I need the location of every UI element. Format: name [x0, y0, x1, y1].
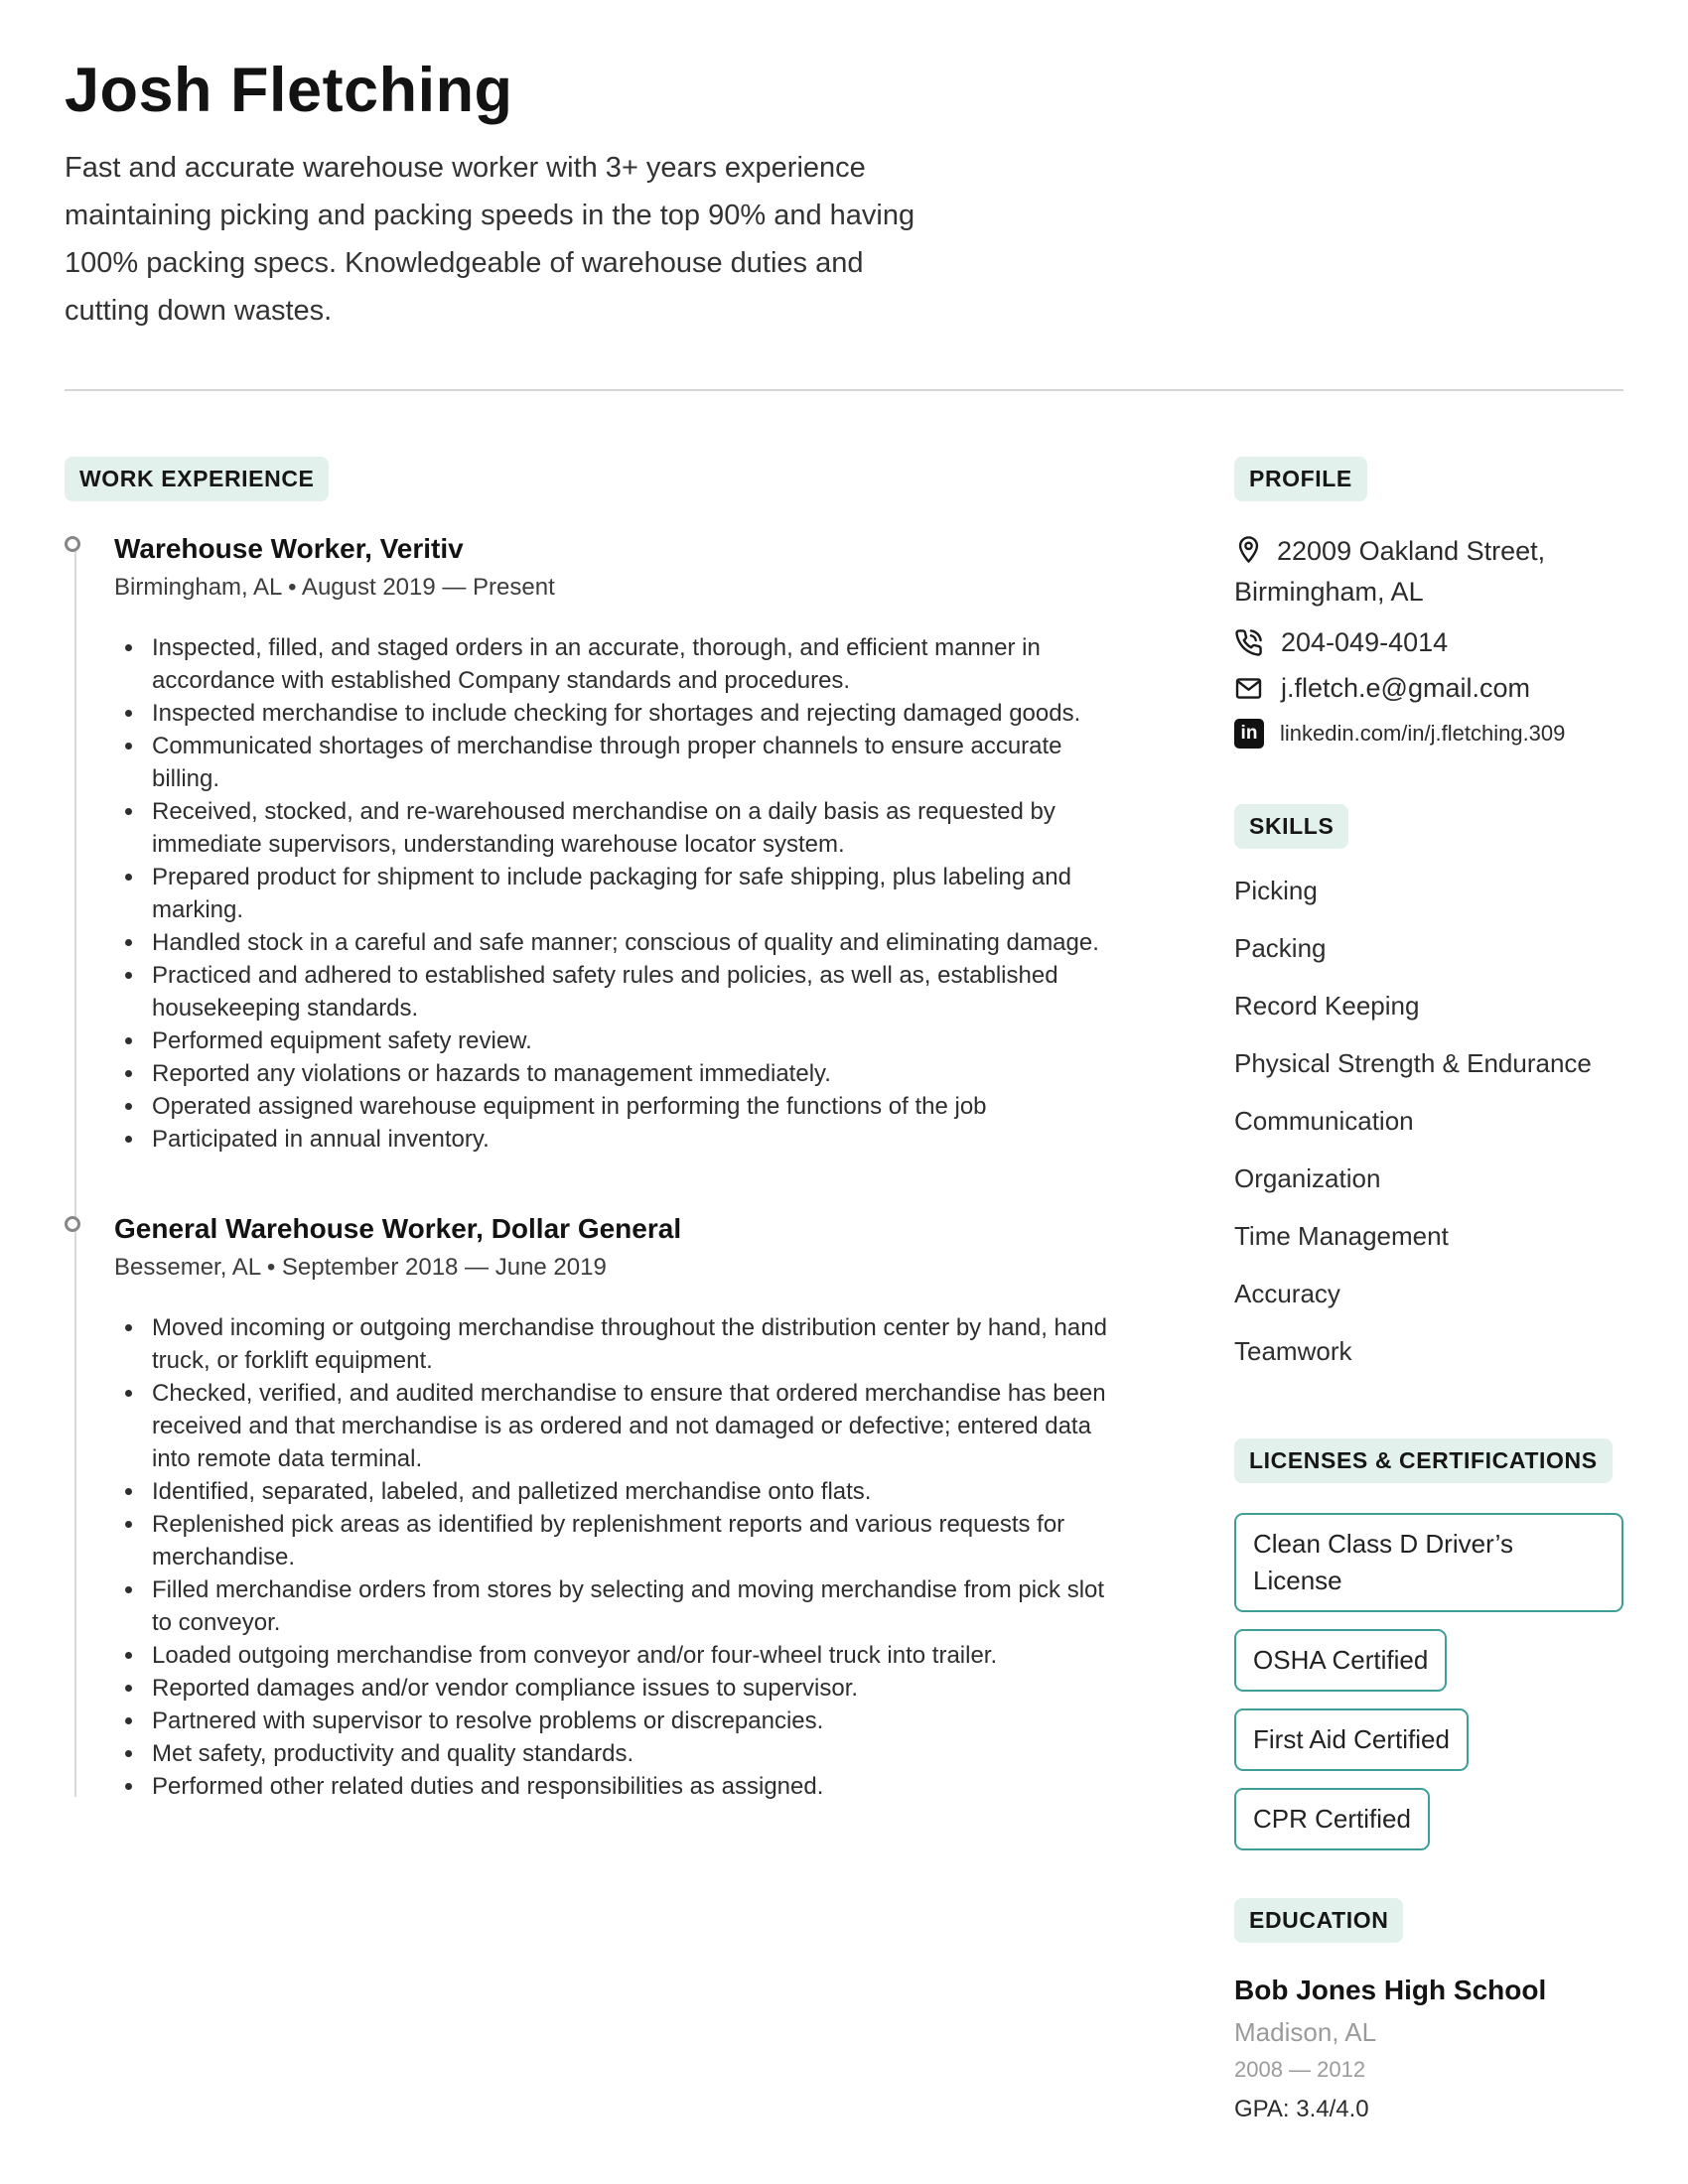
linkedin-icon: in [1234, 719, 1264, 749]
certification-chip: CPR Certified [1234, 1788, 1430, 1850]
job-bullet: • Reported any violations or hazards to management immediately. [146, 1057, 1117, 1090]
skill-item: Packing [1234, 932, 1327, 963]
phone-call-icon [1234, 628, 1263, 657]
skill-item: Physical Strength & Endurance [1234, 1047, 1592, 1078]
section-badge-skills: SKILLS [1234, 804, 1348, 849]
skill-item: Record Keeping [1234, 990, 1420, 1021]
job-bullet: • Practiced and adhered to established safety rules and policies, as well as, established housekeeping standards. [146, 959, 1117, 1024]
school-dates: 2008 — 2012 [1234, 2056, 1366, 2082]
skill-item: Teamwork [1234, 1335, 1352, 1366]
certification-chip: First Aid Certified [1234, 1708, 1469, 1771]
job-bullet: • Checked, verified, and audited merchandise to ensure that ordered merchandise has been received and that merchandise is as ordered and not damaged or defective; entered data into remote data terminal. [146, 1377, 1117, 1475]
contact-info [1234, 531, 1623, 749]
job-bullet: • Inspected, filled, and staged orders in an accurate, thorough, and efficient manner in accordance with established Company standards and procedures. [146, 631, 1117, 697]
job-bullet: • Met safety, productivity and quality standards. [146, 1737, 1117, 1770]
school-location: Madison, AL [1234, 2016, 1377, 2047]
skill-item: Organization [1234, 1162, 1381, 1193]
job-bullet: • Handled stock in a careful and safe manner; conscious of quality and eliminating damage. [146, 926, 1117, 959]
phone-text: 204-049-4014 [1281, 626, 1449, 657]
summary-text: Fast and accurate warehouse worker with 3+ years experience maintaining picking and packing speeds in the top 90% and having 100% packing specs. Knowledgeable of warehouse duties and cutting down wastes. [65, 151, 915, 327]
education-section [1234, 1898, 1623, 2123]
timeline-line [74, 545, 76, 1797]
job-timeline [65, 533, 1117, 1803]
address-text: 22009 Oakland Street, Birmingham, AL [1234, 535, 1546, 607]
school-name: Bob Jones High School [1234, 1974, 1547, 2005]
job-bullet: • Performed other related duties and responsibilities as assigned. [146, 1770, 1117, 1803]
address-row [1234, 531, 1623, 613]
profile-section [1234, 457, 1623, 749]
certifications-section [1234, 1438, 1623, 1850]
content-columns [65, 457, 1623, 2123]
linkedin-link[interactable]: linkedin.com/in/j.fletching.309 [1280, 720, 1566, 746]
certification-chip: Clean Class D Driver’s License [1234, 1513, 1623, 1612]
page-title: Josh Fletching [65, 56, 513, 125]
job-bullet: • Prepared product for shipment to include packaging for safe shipping, plus labeling and marking. [146, 861, 1117, 926]
job-bullet: • Loaded outgoing merchandise from conveyor and/or four-wheel truck into trailer. [146, 1639, 1117, 1672]
phone-row [1234, 627, 1623, 658]
timeline-marker-icon [65, 536, 80, 552]
skill-item: Accuracy [1234, 1278, 1340, 1308]
job-bullet: • Replenished pick areas as identified by replenishment reports and various requests for merchandise. [146, 1508, 1117, 1573]
job-entry-veritiv [114, 533, 1117, 1156]
job-bullet: • Reported damages and/or vendor compliance issues to supervisor. [146, 1672, 1117, 1705]
skills-list [1234, 876, 1623, 1367]
job-bullet: • Participated in annual inventory. [146, 1123, 1117, 1156]
job-bullet: • Received, stocked, and re-warehoused merchandise on a daily basis as requested by immediate supervisors, understanding warehouse locator system. [146, 795, 1117, 861]
work-experience-column [65, 457, 1117, 2123]
job-bullet-list [114, 631, 1117, 1156]
job-bullet: • Performed equipment safety review. [146, 1024, 1117, 1057]
school-gpa: GPA: 3.4/4.0 [1234, 2095, 1369, 2122]
job-entry-dollar-general [114, 1213, 1117, 1803]
certifications-list [1234, 1513, 1623, 1850]
linkedin-row [1234, 719, 1623, 749]
resume-header [65, 52, 1623, 335]
email-row [1234, 673, 1623, 704]
section-badge-education: EDUCATION [1234, 1898, 1403, 1943]
job-bullet-list [114, 1311, 1117, 1803]
job-bullet: • Filled merchandise orders from stores by selecting and moving merchandise from pick slot to conveyor. [146, 1573, 1117, 1639]
job-bullet: • Inspected merchandise to include checking for shortages and rejecting damaged goods. [146, 697, 1117, 730]
skill-item: Time Management [1234, 1220, 1449, 1251]
location-pin-icon [1234, 535, 1263, 564]
job-title: General Warehouse Worker, Dollar General [114, 1212, 682, 1244]
skill-item: Communication [1234, 1105, 1414, 1136]
job-meta: Bessemer, AL • September 2018 — June 2019 [114, 1253, 607, 1281]
section-badge-work-experience: WORK EXPERIENCE [65, 457, 329, 501]
job-title: Warehouse Worker, Veritiv [114, 532, 464, 564]
section-badge-profile: PROFILE [1234, 457, 1367, 501]
timeline-marker-icon [65, 1216, 80, 1232]
skills-section [1234, 804, 1623, 1367]
header-divider [65, 389, 1623, 391]
email-link[interactable]: j.fletch.e@gmail.com [1281, 672, 1530, 703]
envelope-icon [1234, 674, 1263, 703]
job-bullet: • Communicated shortages of merchandise through proper channels to ensure accurate billing. [146, 730, 1117, 795]
job-bullet: • Identified, separated, labeled, and palletized merchandise onto flats. [146, 1475, 1117, 1508]
certification-chip: OSHA Certified [1234, 1629, 1447, 1692]
job-meta: Birmingham, AL • August 2019 — Present [114, 573, 555, 601]
section-badge-certifications: LICENSES & CERTIFICATIONS [1234, 1438, 1613, 1483]
job-bullet: • Partnered with supervisor to resolve problems or discrepancies. [146, 1705, 1117, 1737]
sidebar-column [1234, 457, 1623, 2123]
skill-item: Picking [1234, 875, 1318, 905]
job-bullet: • Moved incoming or outgoing merchandise throughout the distribution center by hand, hand truck, or forklift equipment. [146, 1311, 1117, 1377]
job-bullet: • Operated assigned warehouse equipment in performing the functions of the job [146, 1090, 1117, 1123]
